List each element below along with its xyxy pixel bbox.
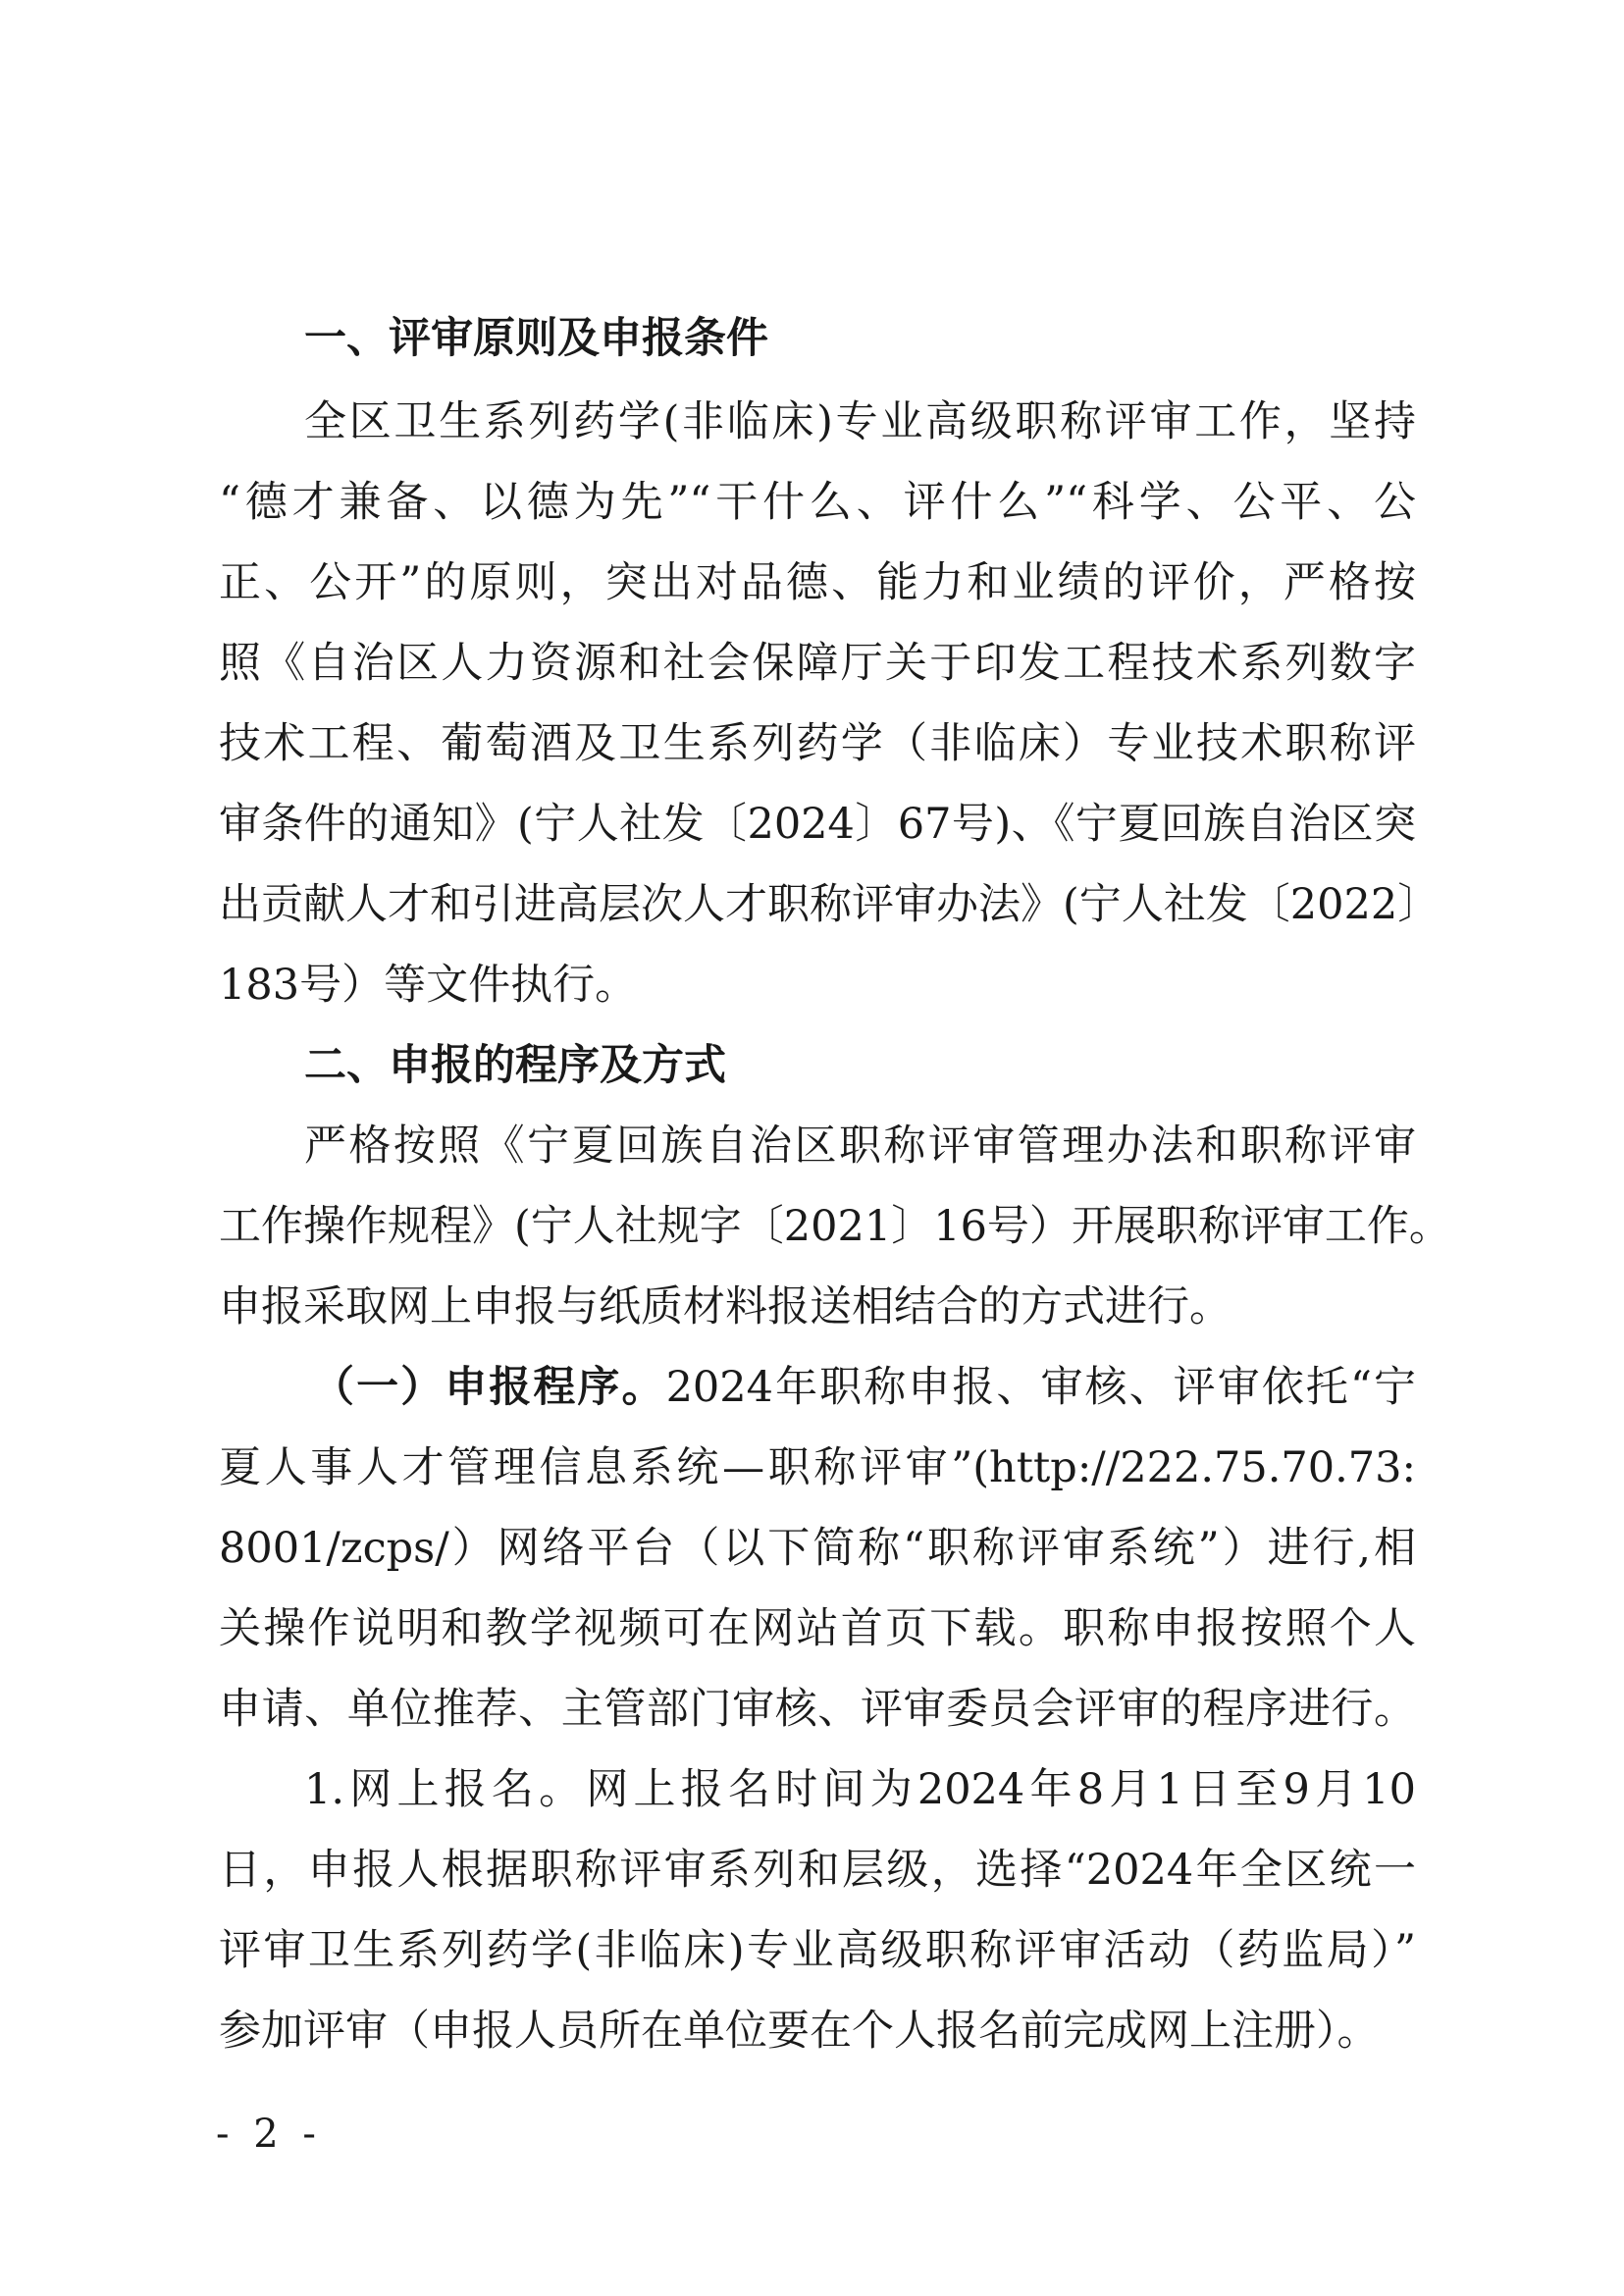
paragraph-line: 关操作说明和教学视频可在网站首页下载。职称申报按照个人 [219,1604,1416,1653]
paragraph-line: 申报采取网上申报与纸质材料报送相结合的方式进行。 [219,1282,1231,1331]
paragraph-line: 工作操作规程》(宁人社规字〔2021〕16号）开展职称评审工作。 [219,1202,1451,1251]
paragraph-line: 183号）等文件执行。 [219,961,638,1010]
paragraph-line: 参加评审（申报人员所在单位要在个人报名前完成网上注册）。 [219,2007,1380,2056]
subsection-label: （一）申报程序。 [312,1363,666,1412]
subsection-first-line [312,1358,1416,1417]
section-heading-1: 一、评审原则及申报条件 [304,314,768,363]
paragraph-line: 出贡献人才和引进高层次人才职称评审办法》(宁人社发〔2022〕 [219,880,1441,929]
paragraph-line: 夏人事人才管理信息系统—职称评审”(http://222.75.70.73: [219,1443,1416,1492]
paragraph-line: 正、公开”的原则，突出对品德、能力和业绩的评价，严格按 [219,558,1416,607]
paragraph-line: 申请、单位推荐、主管部门审核、评审委员会评审的程序进行。 [219,1685,1416,1734]
section-heading-2: 二、申报的程序及方式 [304,1041,726,1090]
paragraph-line: 1.网上报名。网上报名时间为2024年8月1日至9月10 [304,1765,1416,1814]
paragraph-line: 评审卫生系列药学(非临床)专业高级职称评审活动（药监局）” [219,1926,1416,1975]
paragraph-line: 严格按照《宁夏回族自治区职称评审管理办法和职称评审 [304,1122,1416,1171]
paragraph-line: 8001/zcps/）网络平台（以下简称“职称评审系统”）进行,相 [219,1524,1416,1573]
page-number: - 2 - [216,2112,322,2157]
paragraph-line: 日，申报人根据职称评审系列和层级，选择“2024年全区统一 [219,1846,1416,1895]
subsection-first-line-text: 2024年职称申报、审核、评审依托“宁 [665,1363,1417,1412]
paragraph-line: 照《自治区人力资源和社会保障厅关于印发工程技术系列数字 [219,639,1416,688]
paragraph-line: 全区卫生系列药学(非临床)专业高级职称评审工作，坚持 [304,397,1416,446]
paragraph-line: 技术工程、葡萄酒及卫生系列药学（非临床）专业技术职称评 [219,719,1416,768]
paragraph-line: 审条件的通知》(宁人社发〔2024〕67号)、《宁夏回族自治区突 [219,800,1416,849]
paragraph-line: “德才兼备、以德为先”“干什么、评什么”“科学、公平、公 [219,478,1416,527]
